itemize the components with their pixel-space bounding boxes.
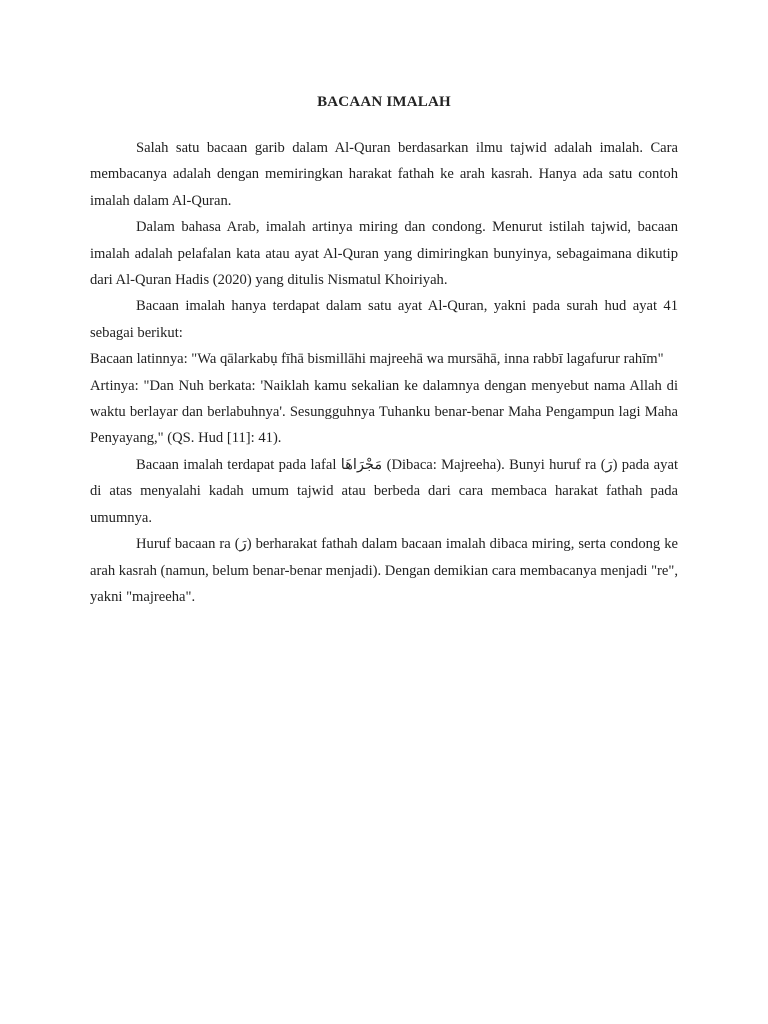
paragraph-intro: Salah satu bacaan garib dalam Al-Quran berdasarkan ilmu tajwid adalah imalah. Cara membacanya adalah dengan memiringkan harakat fathah ke arah kasrah. Hanya ada satu contoh imalah dalam Al-Quran. xyxy=(90,140,678,209)
paragraph-definition: Dalam bahasa Arab, imalah artinya miring dan condong. Menurut istilah tajwid, bacaan imalah adalah pelafalan kata atau ayat Al-Quran yang dimiringkan bunyinya, sebagaimana dikutip dari Al-Quran Hadis (2020) yang ditulis Nismatul Khoiriyah. xyxy=(90,219,678,289)
document-title: BACAAN IMALAH xyxy=(317,94,451,110)
paragraph-translation: Artinya: "Dan Nuh berkata: 'Naiklah kamu sekalian ke dalamnya dengan menyebut nama Allah di waktu berlayar dan berlabuhnya'. Sesungguhnya Tuhanku benar-benar Maha Pengampun lagi Maha Penyayang," (QS. Hud [11]: 41). xyxy=(90,377,678,447)
paragraph-pronunciation: Huruf bacaan ra (رَ) berharakat fathah dalam bacaan imalah dibaca miring, serta condong ke arah kasrah (namun, belum benar-benar menjadi). Dengan demikian cara membacanya menjadi "re", yakni "majreeha". xyxy=(90,536,679,605)
paragraph-latin-reading: Bacaan latinnya: "Wa qālarkabụ fīhā bismillāhi majreehā wa mursāhā, inna rabbī lagafurur rahīm" xyxy=(90,351,664,368)
paragraph-location: Bacaan imalah hanya terdapat dalam satu ayat Al-Quran, yakni pada surah hud ayat 41 sebagai berikut: xyxy=(90,298,678,341)
paragraph-lafal: Bacaan imalah terdapat pada lafal مَجْرَاهَا (Dibaca: Majreeha). Bunyi huruf ra (رَ) pada ayat di atas menyalahi kadah umum tajwid atau berbeda dari cara membaca harakat fathah pada umumnya. xyxy=(90,456,678,526)
